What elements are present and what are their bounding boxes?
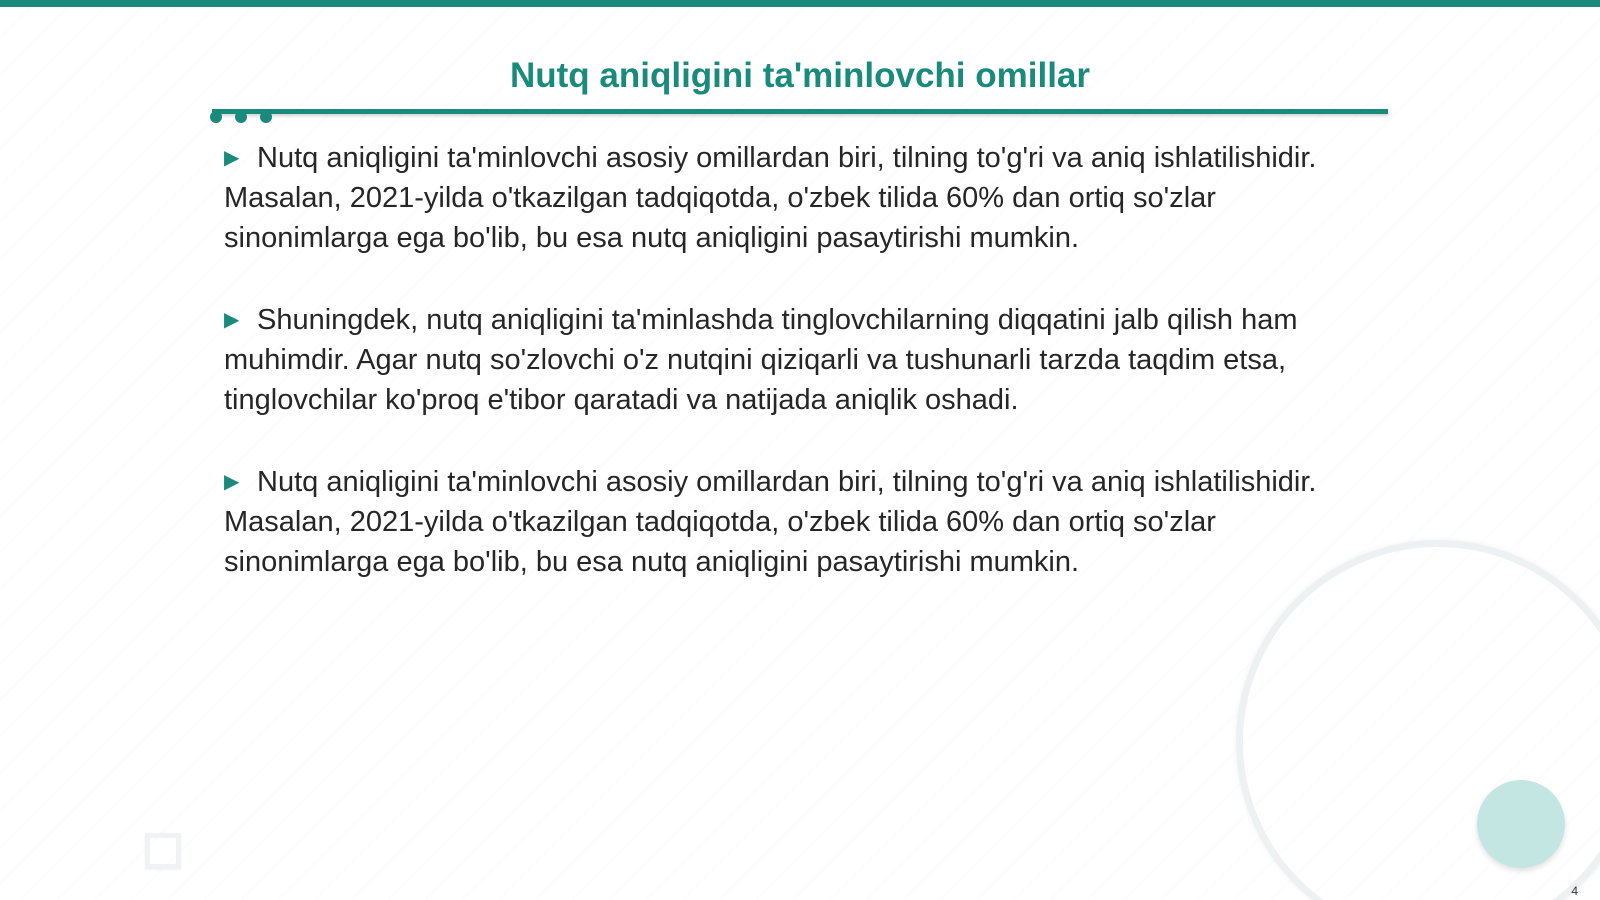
bullet-item [224,300,1374,420]
rule-dot-icon [235,111,247,123]
decorative-square [145,833,181,869]
decorative-circle [1477,780,1565,868]
bullet-text: Nutq aniqligini ta'minlovchi asosiy omillardan biri, tilning to'g'ri va aniq ishlatilishidir. Masalan, 2021-yilda o'tkazilgan tadqiqotda, o'zbek tilida 60% dan ortiq so'zlar sinonimlarga ega bo'lib, bu esa nutq aniqligini pasaytirishi mumkin. [224,466,1317,578]
rule-dot-icon [260,111,272,123]
triangle-bullet-icon: ▶ [224,147,240,169]
title-underline [212,109,1388,114]
bullet-item [224,138,1374,258]
slide-title: Nutq aniqligini ta'minlovchi omillar [509,56,1091,95]
rule-dot-icon [210,111,222,123]
bullet-list [224,138,1374,624]
page-number: 4 [1571,884,1578,898]
triangle-bullet-icon: ▶ [224,309,240,331]
bullet-text: Nutq aniqligini ta'minlovchi asosiy omillardan biri, tilning to'g'ri va aniq ishlatilishidir. Masalan, 2021-yilda o'tkazilgan tadqiqotda, o'zbek tilida 60% dan ortiq so'zlar sinonimlarga ega bo'lib, bu esa nutq aniqligini pasaytirishi mumkin. [224,142,1317,254]
bullet-item [224,462,1374,582]
top-accent-bar [0,0,1600,7]
bullet-text: Shuningdek, nutq aniqligini ta'minlashda tinglovchilarning diqqatini jalb qilish ham muhimdir. Agar nutq so'zlovchi o'z nutqini qiziqarli va tushunarli tarzda taqdim etsa, tinglovchilar ko'proq e'tibor qaratadi va natijada aniqlik oshadi. [224,304,1298,416]
triangle-bullet-icon: ▶ [224,471,240,493]
